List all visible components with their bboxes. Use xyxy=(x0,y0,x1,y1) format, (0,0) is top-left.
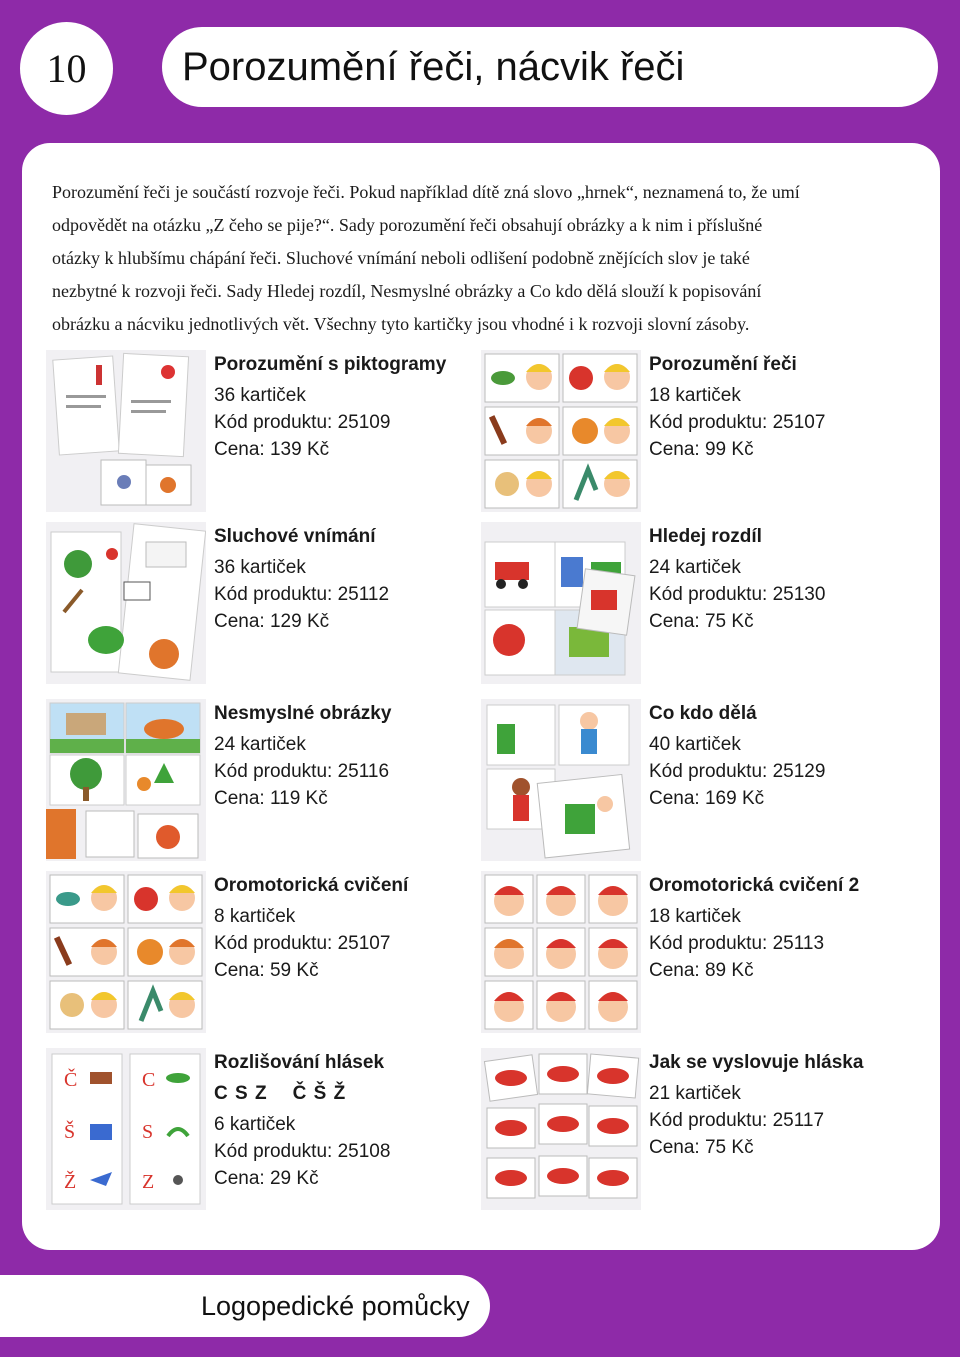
product-price: Cena: 75 Kč xyxy=(649,1137,754,1158)
page-title-bar xyxy=(162,27,938,107)
footer-bar xyxy=(0,1275,490,1337)
product-code: Kód produktu: 25117 xyxy=(649,1110,825,1131)
product-code: Kód produktu: 25108 xyxy=(214,1141,391,1162)
product-info xyxy=(649,524,929,635)
intro-line: otázky k hlubšímu chápání řeči. Sluchové vnímání neboli odlišení podobně znějících slov je také xyxy=(52,248,750,268)
intro-line: odpovědět na otázku „Z čeho se pije?“. Sady porozumění řeči obsahují obrázky a k nim i příslušné xyxy=(52,215,763,235)
product-photo xyxy=(46,871,206,1033)
product-info xyxy=(214,701,494,812)
product-price: Cena: 119 Kč xyxy=(214,788,328,809)
product-name: Hledej rozdíl xyxy=(649,526,762,547)
product-name: Oromotorická cvičení 2 xyxy=(649,875,860,896)
svg-text:C: C xyxy=(142,1069,156,1091)
product-card-count: 24 kartiček xyxy=(649,557,741,578)
product-name: Rozlišování hlásek xyxy=(214,1052,385,1073)
product-card xyxy=(46,350,476,512)
product-photo xyxy=(46,522,206,684)
product-code: Kód produktu: 25107 xyxy=(649,412,826,433)
product-code: Kód produktu: 25130 xyxy=(649,584,826,605)
product-card-count: 18 kartiček xyxy=(649,385,741,406)
product-info xyxy=(214,352,494,463)
product-photo xyxy=(481,522,641,684)
intro-line: nezbytné k rozvoji řeči. Sady Hledej rozdíl, Nesmyslné obrázky a Co kdo dělá slouží k popisování xyxy=(52,281,762,301)
product-info xyxy=(214,873,494,984)
product-price: Cena: 99 Kč xyxy=(649,439,754,460)
product-card xyxy=(46,522,476,684)
svg-text:Ž: Ž xyxy=(64,1171,77,1193)
product-info xyxy=(649,352,929,463)
product-card-count: 24 kartiček xyxy=(214,734,306,755)
product-info xyxy=(649,701,929,812)
product-card xyxy=(481,350,911,512)
product-card-count: 40 kartiček xyxy=(649,734,741,755)
page-number: 10 xyxy=(20,22,113,115)
product-photo xyxy=(481,350,641,512)
product-card xyxy=(46,1048,476,1210)
product-card-count: 21 kartiček xyxy=(649,1083,741,1104)
product-info xyxy=(649,1050,929,1161)
product-name: Jak se vyslovuje hláska xyxy=(649,1052,864,1073)
product-price: Cena: 59 Kč xyxy=(214,960,319,981)
product-info xyxy=(214,1050,494,1192)
product-photo xyxy=(46,699,206,861)
product-card-count: 36 kartiček xyxy=(214,385,306,406)
product-card-count: 8 kartiček xyxy=(214,906,296,927)
product-price: Cena: 89 Kč xyxy=(649,960,754,981)
product-photo xyxy=(46,350,206,512)
intro-line: obrázku a nácviku jednotlivých vět. Všechny tyto kartičky jsou vhodné i k rozvoji slovní zásoby. xyxy=(52,314,750,334)
product-code: Kód produktu: 25109 xyxy=(214,412,391,433)
product-price: Cena: 129 Kč xyxy=(214,611,330,632)
product-name: Sluchové vnímání xyxy=(214,526,376,547)
page-title: Porozumění řeči, nácvik řeči xyxy=(182,44,685,89)
product-card xyxy=(46,699,476,861)
product-photo xyxy=(481,1048,641,1210)
footer-title: Logopedické pomůcky xyxy=(201,1290,470,1321)
product-photo xyxy=(481,699,641,861)
product-price: Cena: 75 Kč xyxy=(649,611,754,632)
intro-paragraph xyxy=(52,176,912,341)
product-name: Porozumění řeči xyxy=(649,354,797,375)
product-name: Porozumění s piktogramy xyxy=(214,354,447,375)
product-code: Kód produktu: 25107 xyxy=(214,933,391,954)
product-price: Cena: 169 Kč xyxy=(649,788,765,809)
svg-text:Č: Č xyxy=(64,1069,78,1091)
svg-text:S: S xyxy=(142,1121,154,1143)
product-price: Cena: 139 Kč xyxy=(214,439,330,460)
product-card-count: 6 kartiček xyxy=(214,1114,296,1135)
svg-text:Z: Z xyxy=(142,1171,155,1193)
product-code: Kód produktu: 25129 xyxy=(649,761,826,782)
product-card xyxy=(481,522,911,684)
product-info xyxy=(214,524,494,635)
product-card xyxy=(481,871,911,1033)
product-info xyxy=(649,873,929,984)
product-price: Cena: 29 Kč xyxy=(214,1168,319,1189)
product-photo xyxy=(481,871,641,1033)
svg-text:Š: Š xyxy=(64,1121,76,1143)
product-photo xyxy=(46,1048,206,1210)
product-card xyxy=(46,871,476,1033)
product-code: Kód produktu: 25113 xyxy=(649,933,825,954)
intro-line: Porozumění řeči je součástí rozvoje řeči. Pokud například dítě zná slovo „hrnek“, neznamená to, že umí xyxy=(52,182,800,202)
product-card-count: 36 kartiček xyxy=(214,557,306,578)
product-name: Nesmyslné obrázky xyxy=(214,703,392,724)
product-card xyxy=(481,1048,911,1210)
product-name: Oromotorická cvičení xyxy=(214,875,409,896)
product-subtitle: C S Z Č Š Ž xyxy=(214,1083,347,1104)
product-card xyxy=(481,699,911,861)
product-code: Kód produktu: 25112 xyxy=(214,584,390,605)
product-card-count: 18 kartiček xyxy=(649,906,741,927)
product-name: Co kdo dělá xyxy=(649,703,757,724)
product-code: Kód produktu: 25116 xyxy=(214,761,390,782)
